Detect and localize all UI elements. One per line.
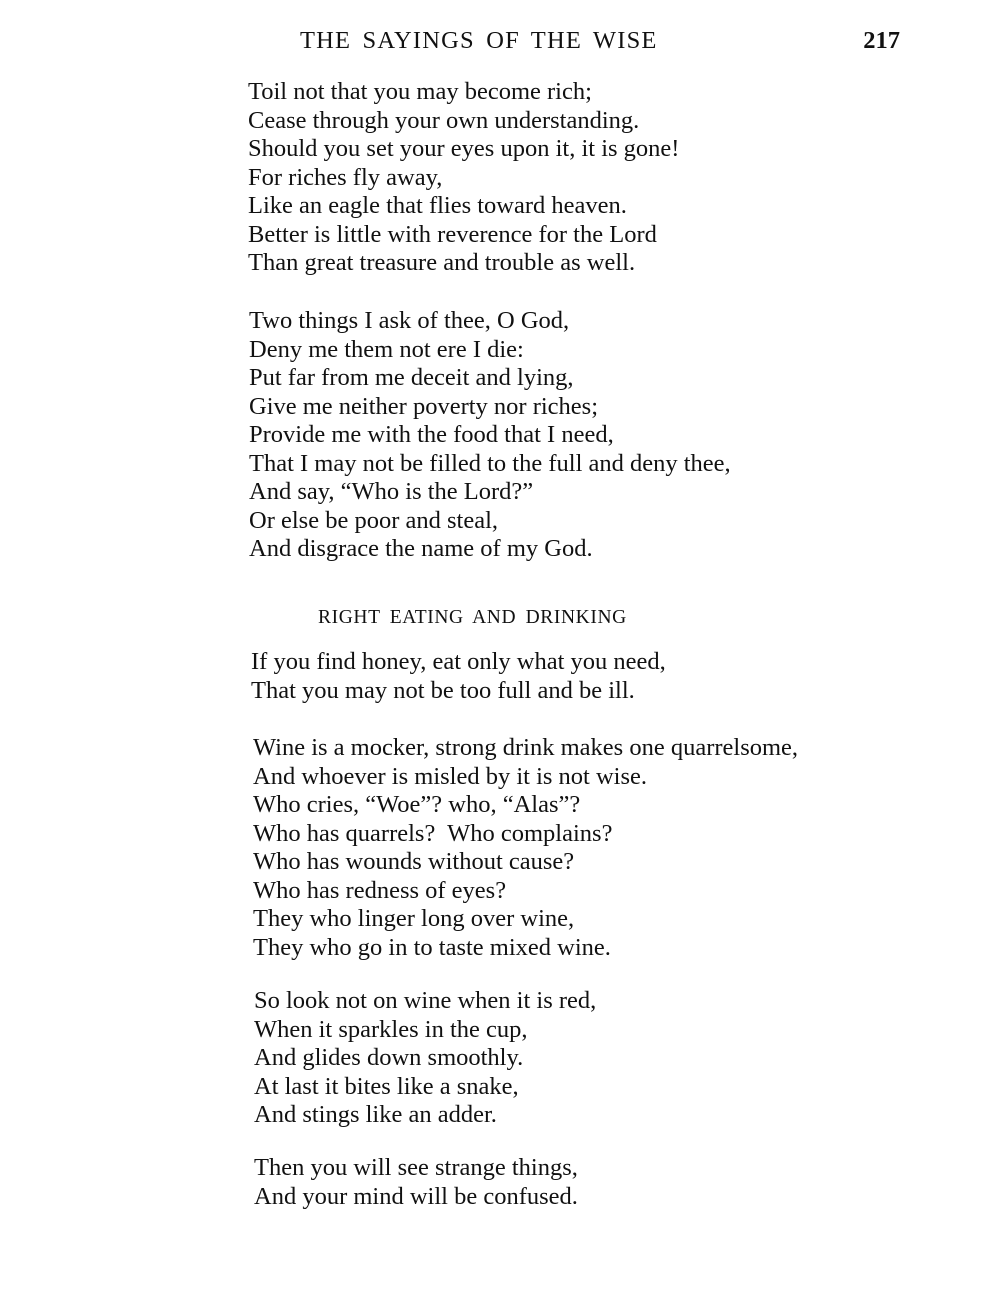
verse-line: Who cries, “Woe”? who, “Alas”? [253,791,581,818]
verse-line: And stings like an adder. [254,1101,497,1128]
verse-line: Wine is a mocker, strong drink makes one quarrelsome, [253,734,799,761]
stanza-wine-mocker [253,734,798,962]
verse-line: That you may not be too full and be ill. [251,676,635,704]
verse-line: Better is little with reverence for the Lord [248,220,657,248]
stanza-two-things [249,307,731,564]
verse-line: That I may not be filled to the full and deny thee, [249,449,731,477]
verse-line: So look not on wine when it is red, [254,987,597,1014]
verse-line: And say, “Who is the Lord?” [249,478,534,505]
verse-line: Cease through your own understanding. [248,106,640,134]
stanza-wine-red [254,987,596,1130]
verse-line: And disgrace the name of my God. [249,535,593,562]
page-number: 217 [863,27,900,54]
verse-line: And your mind will be confused. [254,1182,578,1210]
verse-line: Who has quarrels? Who complains? [253,819,613,847]
verse-line: Two things I ask of thee, O God, [249,307,570,334]
verse-line: And glides down smoothly. [254,1044,524,1071]
verse-line: Provide me with the food that I need, [249,421,614,448]
verse-line: Toil not that you may become rich; [248,78,592,105]
verse-line: Or else be poor and steal, [249,506,498,534]
verse-line: Like an eagle that flies toward heaven. [248,192,627,219]
verse-line: If you find honey, eat only what you need, [251,648,666,675]
verse-line: For riches fly away, [248,163,443,191]
stanza-honey [251,648,666,705]
verse-line: And whoever is misled by it is not wise. [253,762,648,790]
section-heading: RIGHT EATING AND DRINKING [318,607,627,628]
verse-line: They who linger long over wine, [253,905,575,932]
stanza-riches [248,78,679,278]
verse-line: Give me neither poverty nor riches; [249,392,599,420]
running-head-title: THE SAYINGS OF THE WISE [300,27,658,54]
verse-line: At last it bites like a snake, [254,1072,519,1100]
verse-line: Should you set your eyes upon it, it is gone! [248,135,680,162]
verse-line: Deny me them not ere I die: [249,335,524,363]
verse-line: Put far from me deceit and lying, [249,364,574,391]
verse-line: When it sparkles in the cup, [254,1015,528,1043]
verse-line: They who go in to taste mixed wine. [253,933,611,961]
verse-line: Then you will see strange things, [254,1154,578,1181]
verse-line: Who has wounds without cause? [253,848,575,875]
stanza-strange-things [254,1154,578,1211]
verse-line: Who has redness of eyes? [253,876,507,904]
verse-line: Than great treasure and trouble as well. [248,249,636,276]
